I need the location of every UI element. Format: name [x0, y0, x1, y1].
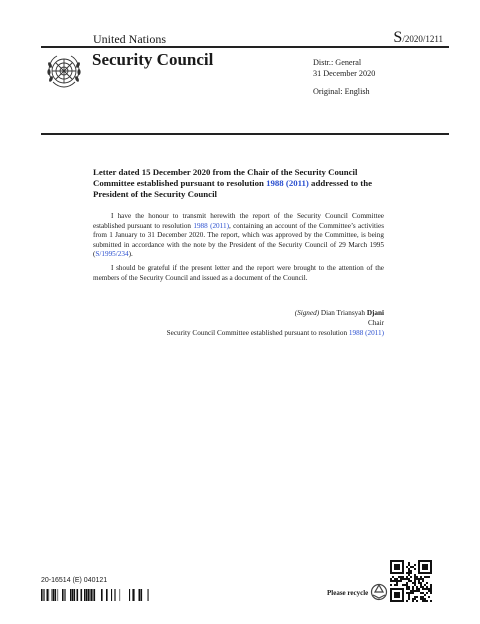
barcode-bar [94, 589, 95, 601]
resolution-link[interactable]: 1988 (2011) [193, 221, 229, 230]
qr-module [416, 596, 418, 598]
qr-module [410, 570, 412, 572]
barcode-bar [81, 589, 83, 601]
qr-module [424, 594, 426, 596]
qr-module [420, 576, 422, 578]
qr-module [428, 576, 430, 578]
qr-module [416, 590, 418, 592]
qr-module [430, 590, 432, 592]
qr-module [430, 600, 432, 602]
qr-module [422, 592, 424, 594]
qr-module [390, 580, 392, 582]
qr-module [418, 580, 420, 582]
qr-module [396, 580, 398, 582]
barcode-bar [120, 589, 121, 601]
un-emblem-icon [44, 51, 84, 91]
qr-module [414, 578, 416, 580]
recycle-label: Please recycle [327, 589, 369, 597]
qr-module [422, 596, 424, 598]
signed-label: (Signed) [294, 309, 320, 317]
qr-module [418, 588, 420, 590]
org-name: United Nations [93, 32, 166, 46]
qr-module [408, 596, 410, 598]
qr-module [406, 566, 408, 568]
qr-module [408, 594, 410, 596]
paragraph-2: I should be grateful if the present letter and the report were brought to the attention of the members of the Security Council and issued as a document of the Council. [93, 263, 384, 282]
barcode-bar [115, 589, 116, 601]
original-language: Original: English [313, 87, 370, 96]
qr-module [420, 596, 422, 598]
resolution-link[interactable]: 1988 (2011) [348, 329, 384, 337]
qr-module [396, 584, 398, 586]
qr-module [408, 562, 410, 564]
qr-module [414, 598, 416, 600]
committee-text: Security Council Committee established pursuant to resolution [166, 329, 349, 337]
qr-module [430, 584, 432, 586]
qr-module [404, 578, 406, 580]
barcode-bar [91, 589, 93, 601]
qr-module [410, 566, 412, 568]
barcode-bar [43, 589, 44, 601]
qr-module [406, 600, 408, 602]
qr-module [408, 572, 410, 574]
barcode-bar [49, 589, 50, 601]
qr-module [398, 576, 400, 578]
qr-module [408, 574, 410, 576]
barcode-bar [90, 589, 91, 601]
recycle-icon [370, 583, 388, 601]
qr-module [406, 572, 408, 574]
qr-module [408, 592, 410, 594]
qr-module [420, 598, 422, 600]
barcode-bar [86, 589, 88, 601]
qr-module [396, 578, 398, 580]
barcode-bar [55, 589, 56, 601]
qr-module [420, 578, 422, 580]
barcode-icon [41, 589, 151, 601]
qr-module [422, 588, 424, 590]
barcode-bar [84, 589, 85, 601]
qr-module [414, 574, 416, 576]
qr-module [426, 576, 428, 578]
barcode-bar [141, 589, 143, 601]
qr-module [402, 578, 404, 580]
qr-module [400, 580, 402, 582]
barcode-bar [58, 589, 59, 601]
qr-module [424, 588, 426, 590]
barcode-bar [44, 589, 45, 601]
paragraph-1 [93, 212, 384, 260]
qr-module [426, 588, 428, 590]
qr-module [414, 564, 416, 566]
qr-module [408, 580, 410, 582]
qr-module [408, 570, 410, 572]
qr-module [430, 588, 432, 590]
letter-title [93, 167, 393, 200]
qr-module [426, 582, 428, 584]
issue-date: 31 December 2020 [313, 68, 376, 78]
qr-module [426, 592, 428, 594]
qr-module [394, 584, 396, 586]
qr-module [390, 578, 392, 580]
qr-module [406, 582, 408, 584]
qr-module [422, 564, 428, 570]
qr-module [402, 584, 404, 586]
qr-module [422, 598, 424, 600]
p1-text-c: ). [128, 250, 133, 259]
document-id: 20-16514 (E) 040121 [41, 577, 108, 584]
qr-module [422, 600, 424, 602]
qr-module [408, 564, 410, 566]
barcode-bar [114, 589, 115, 601]
qr-module [412, 582, 414, 584]
qr-module [392, 576, 394, 578]
qr-module [412, 598, 414, 600]
qr-module [416, 588, 418, 590]
barcode-bar [70, 589, 71, 601]
barcode-bar [133, 589, 135, 601]
council-name: Security Council [92, 50, 214, 69]
qr-module [430, 586, 432, 588]
barcode-bar [52, 589, 53, 601]
barcode-bar [132, 589, 133, 601]
qr-module [410, 576, 412, 578]
letter-body [93, 212, 384, 287]
signer-role: Chair [368, 319, 384, 327]
qr-module [412, 588, 414, 590]
qr-module [394, 564, 400, 570]
qr-code-icon [390, 560, 432, 602]
signer-surname: Djani [366, 309, 384, 317]
symbol-prefix: S [393, 29, 403, 46]
qr-module [406, 586, 408, 588]
barcode-bar [41, 589, 42, 601]
qr-module [394, 578, 396, 580]
qr-module [414, 596, 416, 598]
qr-module [428, 588, 430, 590]
qr-module [414, 568, 416, 570]
barcode-bar [93, 589, 94, 601]
qr-module [394, 592, 400, 598]
qr-module [428, 590, 430, 592]
barcode-bar [88, 589, 90, 601]
document-link[interactable]: S/1995/234 [95, 250, 129, 259]
p1-text-b: , containing an account of the Committee’s activities from 1 January to 31 December 2020. The report, which was approved by the Committee, is being submitted in accordance with the note by the President of the Security Council of 29 March 1995 ( [93, 221, 385, 259]
resolution-link[interactable]: 1988 (2011) [266, 178, 309, 188]
qr-module [412, 590, 414, 592]
barcode-bar [65, 589, 66, 601]
qr-module [410, 592, 412, 594]
barcode-bar [53, 589, 55, 601]
qr-module [412, 600, 414, 602]
qr-module [410, 590, 412, 592]
qr-module [404, 584, 406, 586]
qr-module [424, 584, 426, 586]
qr-module [412, 586, 414, 588]
qr-module [406, 584, 408, 586]
barcode-bar [101, 589, 103, 601]
qr-module [408, 598, 410, 600]
qr-module [414, 590, 416, 592]
qr-module [424, 598, 426, 600]
qr-module [418, 590, 420, 592]
signer [93, 308, 384, 318]
qr-module [422, 580, 424, 582]
title-text-2: addressed to the President of the Security Council [93, 178, 372, 199]
qr-module [422, 578, 424, 580]
barcode-bar [64, 589, 65, 601]
qr-module [406, 588, 408, 590]
qr-module [416, 600, 418, 602]
header-rule [41, 46, 449, 48]
qr-module [414, 576, 416, 578]
qr-module [402, 576, 404, 578]
qr-module [420, 592, 422, 594]
qr-module [426, 586, 428, 588]
signature-block [93, 308, 384, 338]
barcode-bar [139, 589, 141, 601]
qr-module [400, 578, 402, 580]
qr-module [398, 580, 400, 582]
qr-module [428, 596, 430, 598]
barcode-bar [74, 589, 76, 601]
barcode-bar [129, 589, 130, 601]
signer-committee [93, 328, 384, 338]
qr-module [424, 576, 426, 578]
distribution-status: Distr.: General [313, 58, 362, 67]
distribution-block [313, 58, 375, 98]
barcode-bar [62, 589, 63, 601]
qr-module [414, 584, 416, 586]
qr-module [408, 586, 410, 588]
qr-module [406, 576, 408, 578]
qr-module [420, 582, 422, 584]
qr-module [408, 588, 410, 590]
qr-module [412, 592, 414, 594]
qr-module [426, 600, 428, 602]
qr-module [414, 580, 416, 582]
qr-module [418, 578, 420, 580]
barcode-bar [111, 589, 112, 601]
barcode-bar [106, 589, 108, 601]
qr-module [406, 578, 408, 580]
qr-module [424, 600, 426, 602]
qr-module [414, 582, 416, 584]
qr-module [418, 582, 420, 584]
barcode-bar [72, 589, 74, 601]
qr-module [416, 576, 418, 578]
symbol-number: /2020/1211 [402, 34, 443, 44]
qr-module [392, 580, 394, 582]
qr-module [430, 592, 432, 594]
barcode-bar [47, 589, 49, 601]
barcode-bar [148, 589, 149, 601]
qr-module [396, 582, 398, 584]
signer-name: Dian Triansyah [320, 309, 366, 317]
qr-module [408, 578, 410, 580]
qr-module [416, 578, 418, 580]
qr-module [416, 586, 418, 588]
qr-module [400, 576, 402, 578]
qr-module [394, 580, 396, 582]
qr-module [420, 584, 422, 586]
section-rule [41, 133, 449, 135]
p1-text-a: I have the honour to transmit herewith the report of the Security Council Committee established pursuant to resolution [93, 212, 384, 230]
document-symbol [393, 29, 443, 47]
qr-module [410, 572, 412, 574]
qr-module [406, 592, 408, 594]
barcode-bar [77, 589, 79, 601]
qr-module [408, 568, 410, 570]
qr-module [412, 566, 414, 568]
title-text-1: Letter dated 15 December 2020 from the Chair of the Security Council Committee established pursuant to resolution [93, 167, 358, 188]
qr-module [422, 586, 424, 588]
qr-module [420, 586, 422, 588]
qr-module [410, 580, 412, 582]
qr-module [390, 584, 392, 586]
